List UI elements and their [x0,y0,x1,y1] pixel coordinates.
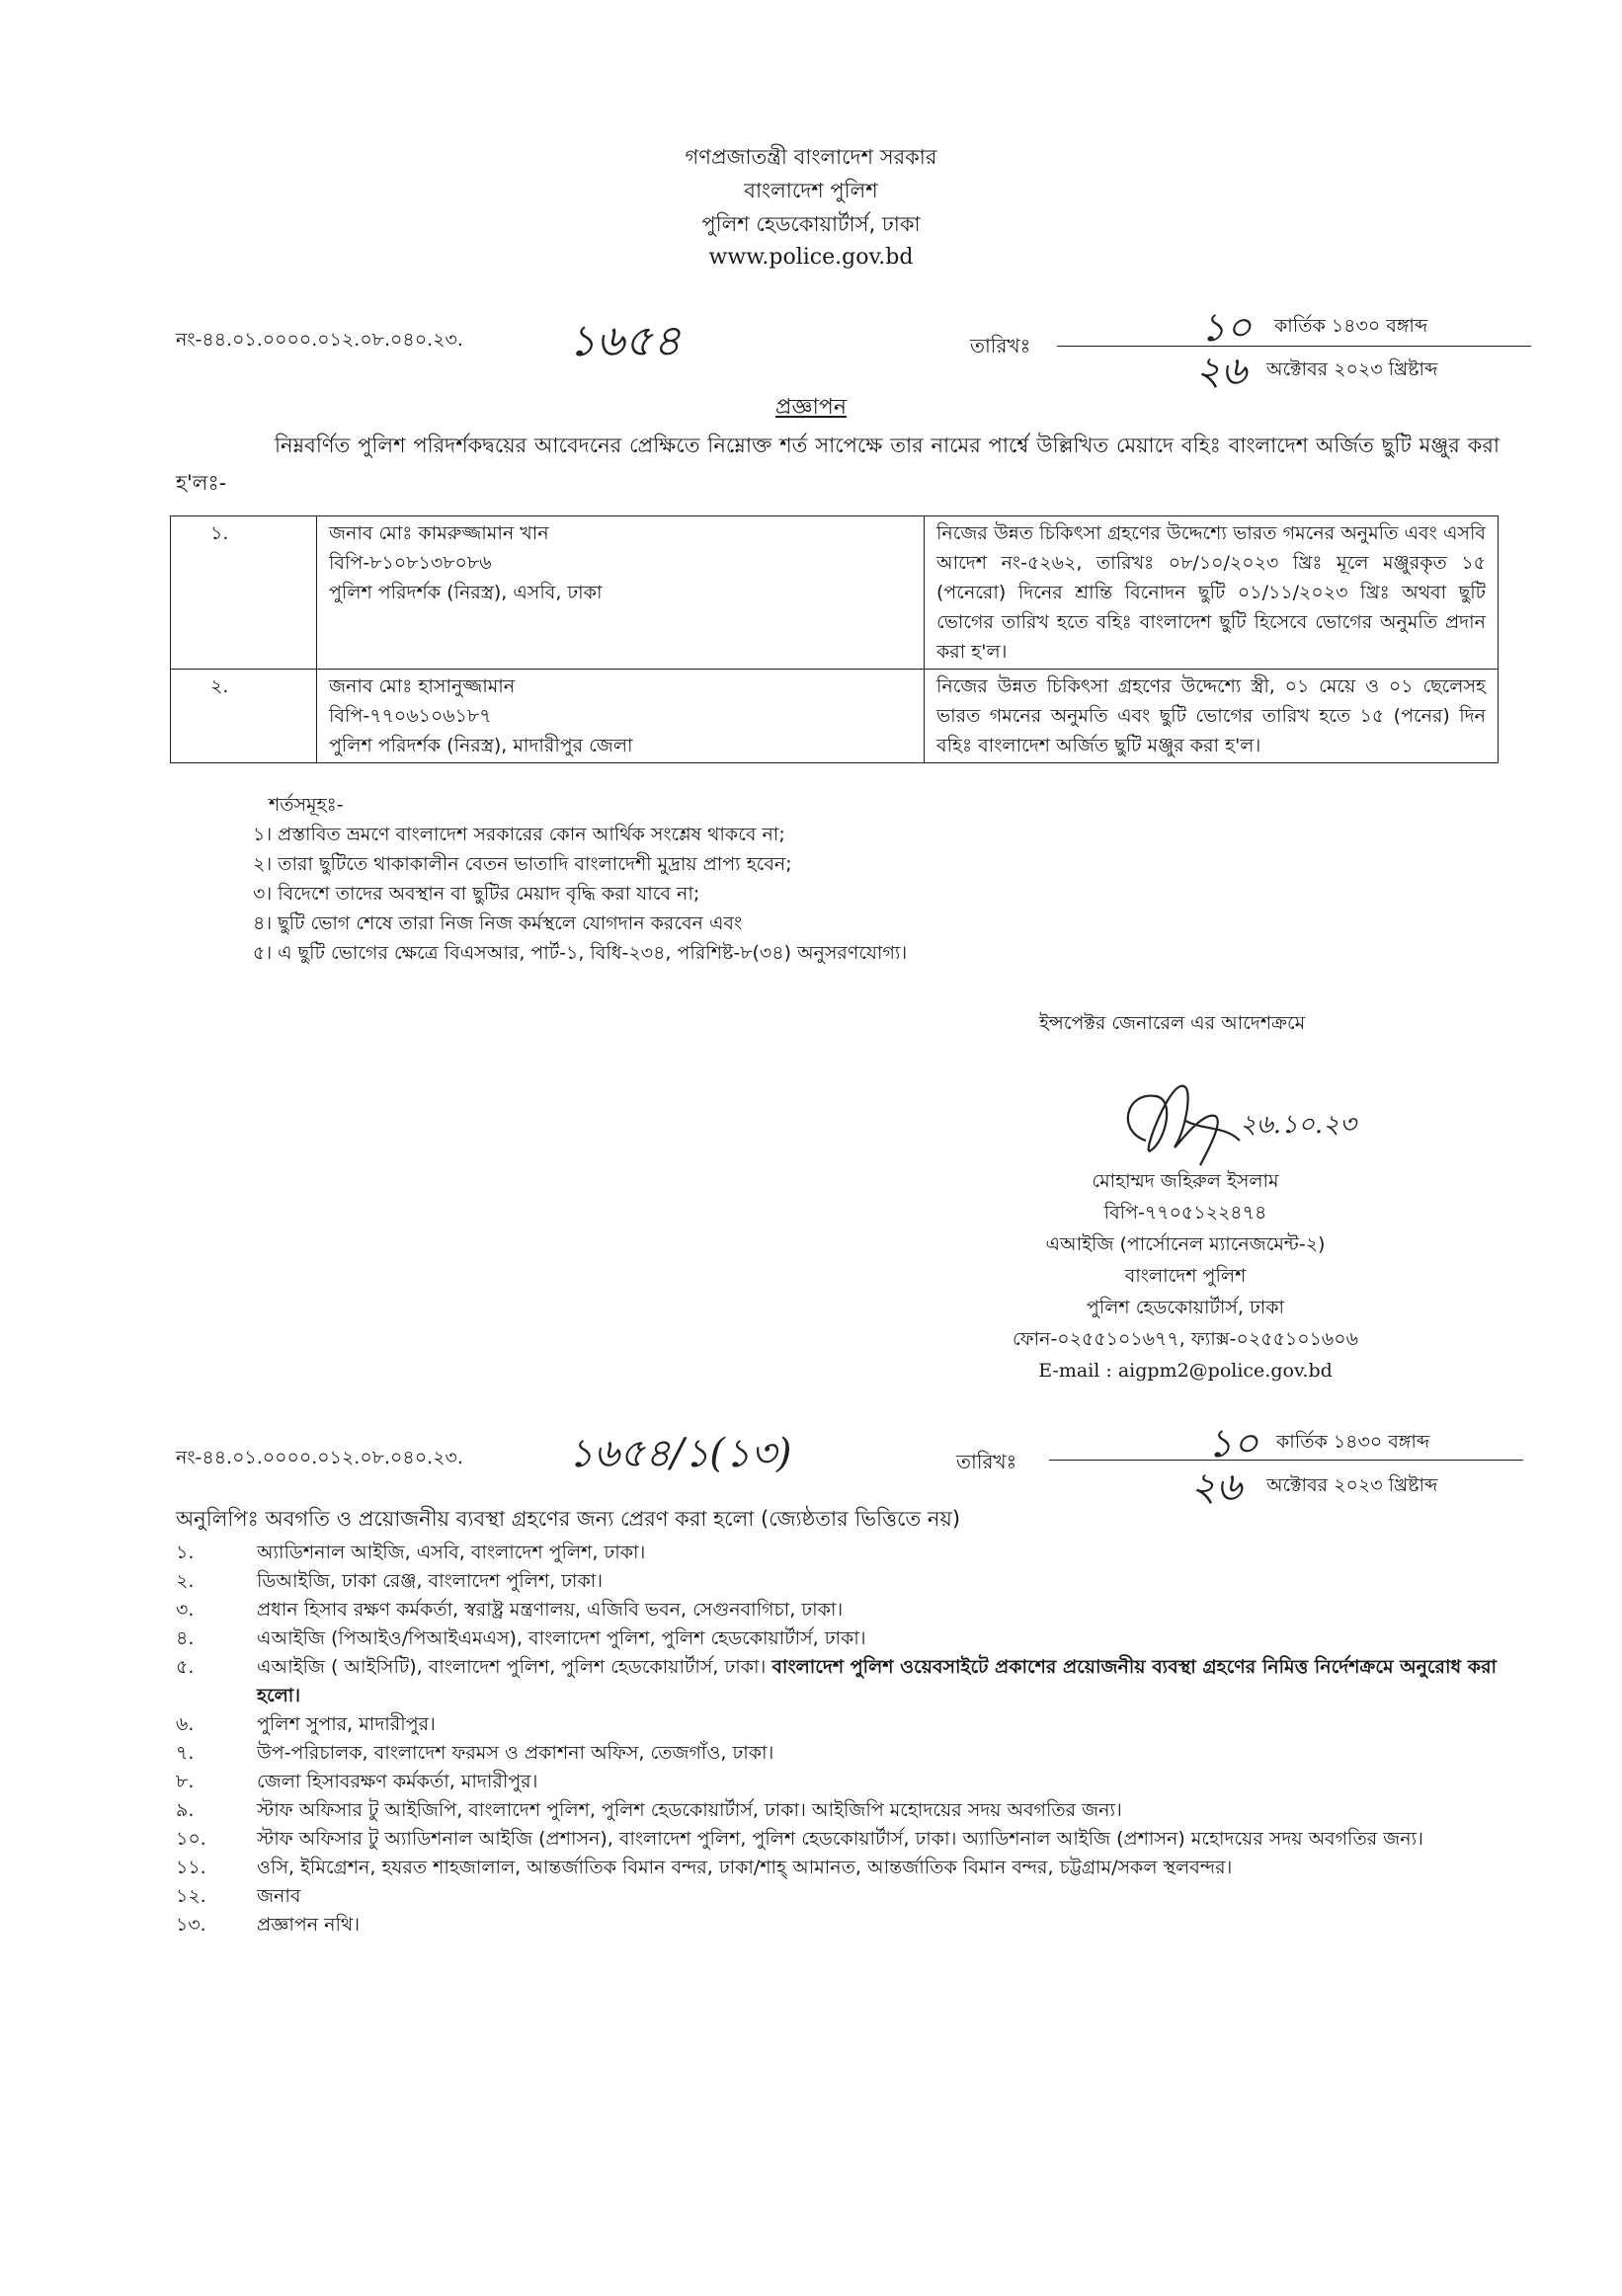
signatory-block [988,1165,1383,1386]
list-item [176,1854,1519,1882]
item-text: ওসি, ইমিগ্রেশন, হযরত শাহজালাল, আন্তর্জাতিক বিমান বন্দর, ঢাকা/শাহ্‌ আমানত, আন্তর্জাতিক বিমান বন্দর, চট্টগ্রাম/সকল স্থলবন্দর। [257,1857,1233,1878]
english-date: অক্টোবর ২০২৩ খ্রিষ্টাব্দ [1266,358,1438,380]
item-bold-text: বাংলাদেশ পুলিশ ওয়েবসাইটে প্রকাশের প্রয়োজনীয় ব্যবস্থা গ্রহণের নিমিত্ত নির্দেশক্রমে অনুরোধ করা হলো। [257,1656,1498,1706]
item-text: প্রধান হিসাব রক্ষণ কর্মকর্তা, স্বরাষ্ট্র মন্ত্রণালয়, এজিবি ভবন, সেগুনবাগিচা, ঢাকা। [257,1599,844,1621]
item-number: ১১. [176,1857,206,1878]
copy-heading: অনুলিপিঃ অবগতি ও প্রয়োজনীয় ব্যবস্থা গ্রহণের জন্য প্রেরণ করা হলো (জ্যেষ্ঠতার ভিত্তিতে নয়) [176,1507,961,1531]
item-text: অ্যাডিশনাল আইজি, এসবি, বাংলাদেশ পুলিশ, ঢাকা। [257,1542,646,1563]
order-line: ইন্সপেক্টর জেনারেল এর আদেশক্রমে [1039,1012,1306,1034]
list-item [176,1567,1519,1596]
table-row [171,516,1499,670]
signatory-email: E-mail : aigpm2@police.gov.bd [1038,1360,1333,1382]
memo2-handwritten-number: ১৬৫৪/১(১৩) [568,1431,792,1476]
item-text: জনাব [257,1885,301,1907]
signatory-bp: বিপি-৭৭০৫১২২৪৭৪ [1103,1202,1267,1224]
conditions [253,790,1503,968]
website: www.police.gov.bd [708,245,914,270]
signatory-name: মোহাম্মদ জহিরুল ইসলাম [1092,1170,1279,1192]
date-divider [1057,346,1531,347]
item-number: ২. [176,1570,195,1592]
office-name: পুলিশ হেডকোয়ার্টার্স, ঢাকা [701,212,921,236]
signatory-designation: এআইজি (পার্সোনেল ম্যানেজমেন্ট-২) [1045,1233,1326,1255]
item-number: ৬. [176,1713,195,1735]
item-number: ৭. [176,1742,195,1764]
memo-number: নং-৪৪.০১.০০০০.০১২.০৮.০৪০.২৩. [176,329,463,351]
list-item [176,1624,1519,1653]
bangla-date: কার্তিক ১৪৩০ বঙ্গাব্দ [1274,315,1428,337]
item-number: ১২. [176,1885,206,1907]
item-number: ৪. [176,1627,195,1649]
item-text: জেলা হিসাবরক্ষণ কর্মকর্তা, মাদারীপুর। [257,1771,538,1792]
list-item [176,1739,1519,1768]
condition-item: ১। প্রস্তাবিত ভ্রমণে বাংলাদেশ সরকারের কোন আর্থিক সংশ্লেষ থাকবে না; [253,824,785,845]
item-number: ৮. [176,1771,195,1792]
document-title: প্রজ্ঞাপন [775,395,847,420]
list-item [176,1796,1519,1825]
item-text: স্টাফ অফিসার টু আইজিপি, বাংলাদেশ পুলিশ, পুলিশ হেডকোয়ার্টার্স, ঢাকা। আইজিপি মহোদয়ের সদয় অবগতির জন্য। [257,1799,1122,1821]
signatory-phone: ফোন-০২৫৫১০১৬৭৭, ফ্যাক্স-০২৫৫১০১৬০৬ [1013,1328,1358,1350]
intro-paragraph: নিম্নবর্ণিত পুলিশ পরিদর্শকদ্বয়ের আবেদনের প্রেক্ষিতে নিম্নোক্ত শর্ত সাপেক্ষে তার নামের পার্শ্বে উল্লিখিত মেয়াদে বহিঃ বাংলাদেশ অর্জিত ছুটি মঞ্জুর করা হ'লঃ- [176,434,1500,495]
item-text: এআইজি (পিআইও/পিআইএমএস), বাংলাদেশ পুলিশ, পুলিশ হেডকোয়ার্টার্স, ঢাকা। [257,1627,866,1649]
list-item [176,1539,1519,1567]
list-item [176,1653,1519,1710]
item-number: ১৩. [176,1914,206,1936]
org-name: বাংলাদেশ পুলিশ [744,179,878,202]
officer-name: জনাব মোঃ কামরুজ্জামান খান [329,522,549,544]
list-item [176,1825,1519,1854]
memo2-date-label: তারিখঃ [956,1450,1017,1473]
bangla-day-handwritten: ১০ [1200,305,1252,351]
condition-item: ৩। বিদেশে তাদের অবস্থান বা ছুটির মেয়াদ বৃদ্ধি করা যাবে না; [253,883,700,905]
officer-bp: বিপি-৮১০৮১৩৮০৮৬ [329,552,492,574]
officer-bp: বিপি-৭৭০৬১০৬১৮৭ [329,705,492,727]
item-text: স্টাফ অফিসার টু অ্যাডিশনাল আইজি (প্রশাসন), বাংলাদেশ পুলিশ, পুলিশ হেডকোয়ার্টার্স, ঢাকা। অ্যাডিশনাল আইজি (প্রশাসন) মহোদয়ের সদয় অবগতির জন্য। [257,1828,1423,1850]
signature-date: ২৬.১০.২৩ [1240,1110,1356,1140]
memo2-bangla-day-handwritten: ১০ [1207,1421,1258,1466]
signatory-org: বাংলাদেশ পুলিশ [1124,1265,1247,1287]
item-text: পুলিশ সুপার, মাদারীপুর। [257,1713,436,1735]
memo2-date-divider [1049,1460,1523,1461]
memo2-english-day-handwritten: ২৬ [1190,1465,1243,1510]
item-text: উপ-পরিচালক, বাংলাদেশ ফরমস ও প্রকাশনা অফিস, তেজগাঁও, ঢাকা। [257,1742,774,1764]
list-item [176,1710,1519,1739]
condition-item: ৫। এ ছুটি ভোগের ক্ষেত্রে বিএসআর, পার্ট-১, বিধি-২৩৪, পরিশিষ্ট-৮(৩৪) অনুসরণযোগ্য। [253,942,908,964]
officer-designation: পুলিশ পরিদর্শক (নিরস্ত্র), এসবি, ঢাকা [329,582,603,603]
condition-item: ৪। ছুটি ভোগ শেষে তারা নিজ নিজ কর্মস্থলে যোগদান করবেন এবং [253,912,743,934]
item-number: ৯. [176,1799,195,1821]
handwritten-memo-number: ১৬৫৪ [568,316,682,366]
table-row [171,670,1499,763]
leave-description: নিজের উন্নত চিকিৎসা গ্রহণের উদ্দেশ্যে স্ত্রী, ০১ মেয়ে ও ০১ ছেলেসহ ভারত গমনের অনুমতি এবং ছুটি ভোগের তারিখ হতে ১৫ (পনের) দিন বহিঃ বাংলাদেশ অর্জিত ছুটি মঞ্জুর করা হ'ল। [925,670,1499,763]
item-number: ১০. [176,1828,206,1850]
officer-info [317,670,925,763]
date-label: তারিখঃ [970,334,1031,357]
item-text: ডিআইজি, ঢাকা রেঞ্জ, বাংলাদেশ পুলিশ, ঢাকা। [257,1570,604,1592]
item-number: ৩. [176,1599,195,1621]
list-item [176,1596,1519,1624]
grant-table [170,515,1499,763]
condition-item: ২। তারা ছুটিতে থাকাকালীন বেতন ভাতাদি বাংলাদেশী মুদ্রায় প্রাপ্য হবেন; [253,853,792,875]
signatory-office: পুলিশ হেডকোয়ার্টার্স, ঢাকা [1086,1297,1285,1318]
memo2-number: নং-৪৪.০১.০০০০.০১২.০৮.০৪০.২৩. [176,1447,463,1468]
item-text-wrapper [257,1653,1519,1710]
govt-name: গণপ্রজাতন্ত্রী বাংলাদেশ সরকার [685,145,937,169]
officer-designation: পুলিশ পরিদর্শক (নিরস্ত্র), মাদারীপুর জেলা [329,735,633,756]
item-text: প্রজ্ঞাপন নথি। [257,1914,361,1936]
officer-name: জনাব মোঃ হাসানুজ্জামান [329,675,516,697]
english-day-handwritten: ২৬ [1195,349,1248,394]
list-item [176,1768,1519,1796]
memo2-bangla-date: কার্তিক ১৪৩০ বঙ্গাব্দ [1276,1431,1430,1453]
copy-list [176,1539,1519,1940]
letterhead [0,140,1622,275]
leave-description: নিজের উন্নত চিকিৎসা গ্রহণের উদ্দেশ্যে ভারত গমনের অনুমতি এবং এসবি আদেশ নং-৫২৬২, তারিখঃ ০৮/১০/২০২৩ খ্রিঃ মূলে মঞ্জুরকৃত ১৫ (পনেরো) দিনের শ্রান্তি বিনোদন ছুটি ০১/১১/২০২৩ খ্রিঃ অথবা ছুটি ভোগের তারিখ হতে বহিঃ বাংলাদেশ ছুটি হিসেবে ভোগের অনুমতি প্রদান করা হ'ল। [925,516,1499,670]
serial: ২. [171,670,317,763]
list-item [176,1911,1519,1940]
officer-info [317,516,925,670]
item-number: ৫. [176,1656,195,1678]
list-item [176,1882,1519,1911]
serial: ১. [171,516,317,670]
conditions-heading: শর্তসমূহঃ- [269,794,344,816]
memo2-english-date: অক্টোবর ২০২৩ খ্রিষ্টাব্দ [1266,1474,1438,1496]
item-text: এআইজি ( আইসিটি), বাংলাদেশ পুলিশ, পুলিশ হেডকোয়ার্টার্স, ঢাকা। [257,1656,767,1678]
item-number: ১. [176,1542,195,1563]
